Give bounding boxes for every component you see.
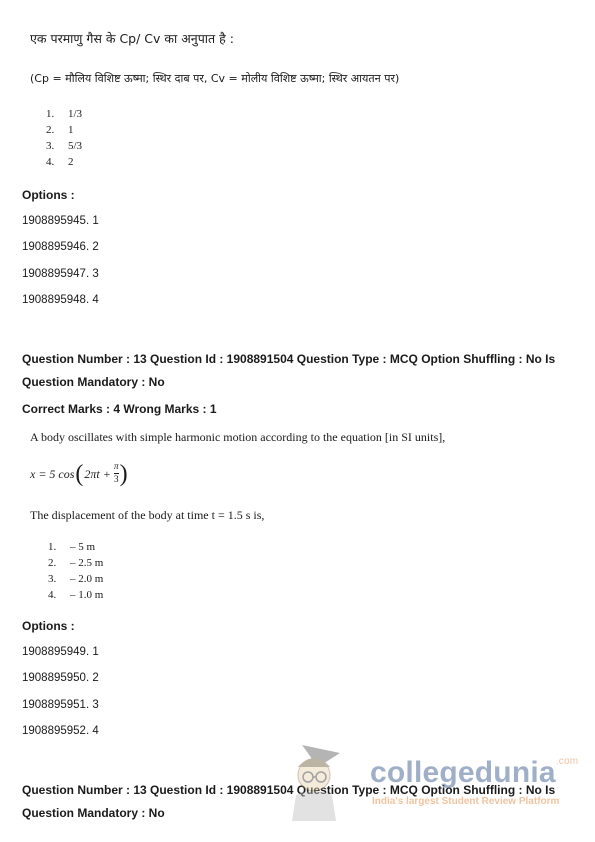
option-id: 1908895952. 4	[22, 725, 99, 737]
question-text-hindi: एक परमाणु गैस के Cp/ Cv का अनुपात है :	[30, 31, 234, 46]
question-mandatory: Question Mandatory : No	[22, 806, 165, 820]
watermark-tagline: India's largest Student Review Platform	[372, 796, 560, 807]
choice-list	[48, 539, 103, 603]
options-label: Options :	[22, 619, 75, 633]
option-id: 1908895950. 2	[22, 672, 99, 684]
option-id: 1908895948. 4	[22, 294, 99, 306]
question-subtext: The displacement of the body at time t = 1.5 s is,	[30, 508, 265, 522]
equation	[30, 458, 128, 490]
fraction-denominator: 3	[113, 475, 119, 485]
choice-item: 1. – 5 m	[48, 541, 96, 553]
choice-item: 2. 1	[46, 124, 74, 136]
choice-item: 3. 5/3	[46, 140, 83, 152]
option-id: 1908895947. 3	[22, 268, 99, 280]
fraction-numerator: π	[113, 462, 119, 472]
option-id: 1908895951. 3	[22, 699, 99, 711]
question-header: Question Number : 13 Question Id : 1908891504 Question Type : MCQ Option Shuffling : No Is	[22, 352, 556, 366]
mascot-logo	[288, 735, 348, 825]
choice-item: 2. – 2.5 m	[48, 557, 104, 569]
options-label: Options :	[22, 188, 75, 202]
question-text: A body oscillates with simple harmonic motion according to the equation [in SI units],	[30, 430, 446, 444]
option-id: 1908895945. 1	[22, 215, 99, 227]
question-header: Question Number : 13 Question Id : 1908891504 Question Type : MCQ Option Shuffling : No Is	[22, 783, 556, 797]
choice-list	[46, 106, 82, 170]
equation-lhs: x = 5 cos	[30, 466, 75, 481]
paren-close: )	[119, 461, 128, 487]
question-marks: Correct Marks : 4 Wrong Marks : 1	[22, 402, 217, 416]
choice-item: 1. 1/3	[46, 108, 83, 120]
choice-item: 4. 2	[46, 156, 74, 168]
option-id: 1908895946. 2	[22, 241, 99, 253]
question-mandatory: Question Mandatory : No	[22, 375, 165, 389]
option-id: 1908895949. 1	[22, 646, 99, 658]
fraction	[114, 462, 119, 486]
equation-inner: 2πt +	[84, 466, 111, 481]
choice-item: 4. – 1.0 m	[48, 589, 104, 601]
brand-tld: .com	[555, 756, 579, 767]
brand-text: collegedunia	[370, 756, 556, 789]
watermark-brand	[370, 756, 578, 790]
question-note-hindi: (Cp = मौलिय विशिष्ट ऊष्मा; स्थिर दाब पर, Cv = मोलीय विशिष्ट ऊष्मा; स्थिर आयतन पर)	[30, 72, 400, 85]
paren-open: (	[75, 461, 84, 487]
choice-item: 3. – 2.0 m	[48, 573, 104, 585]
